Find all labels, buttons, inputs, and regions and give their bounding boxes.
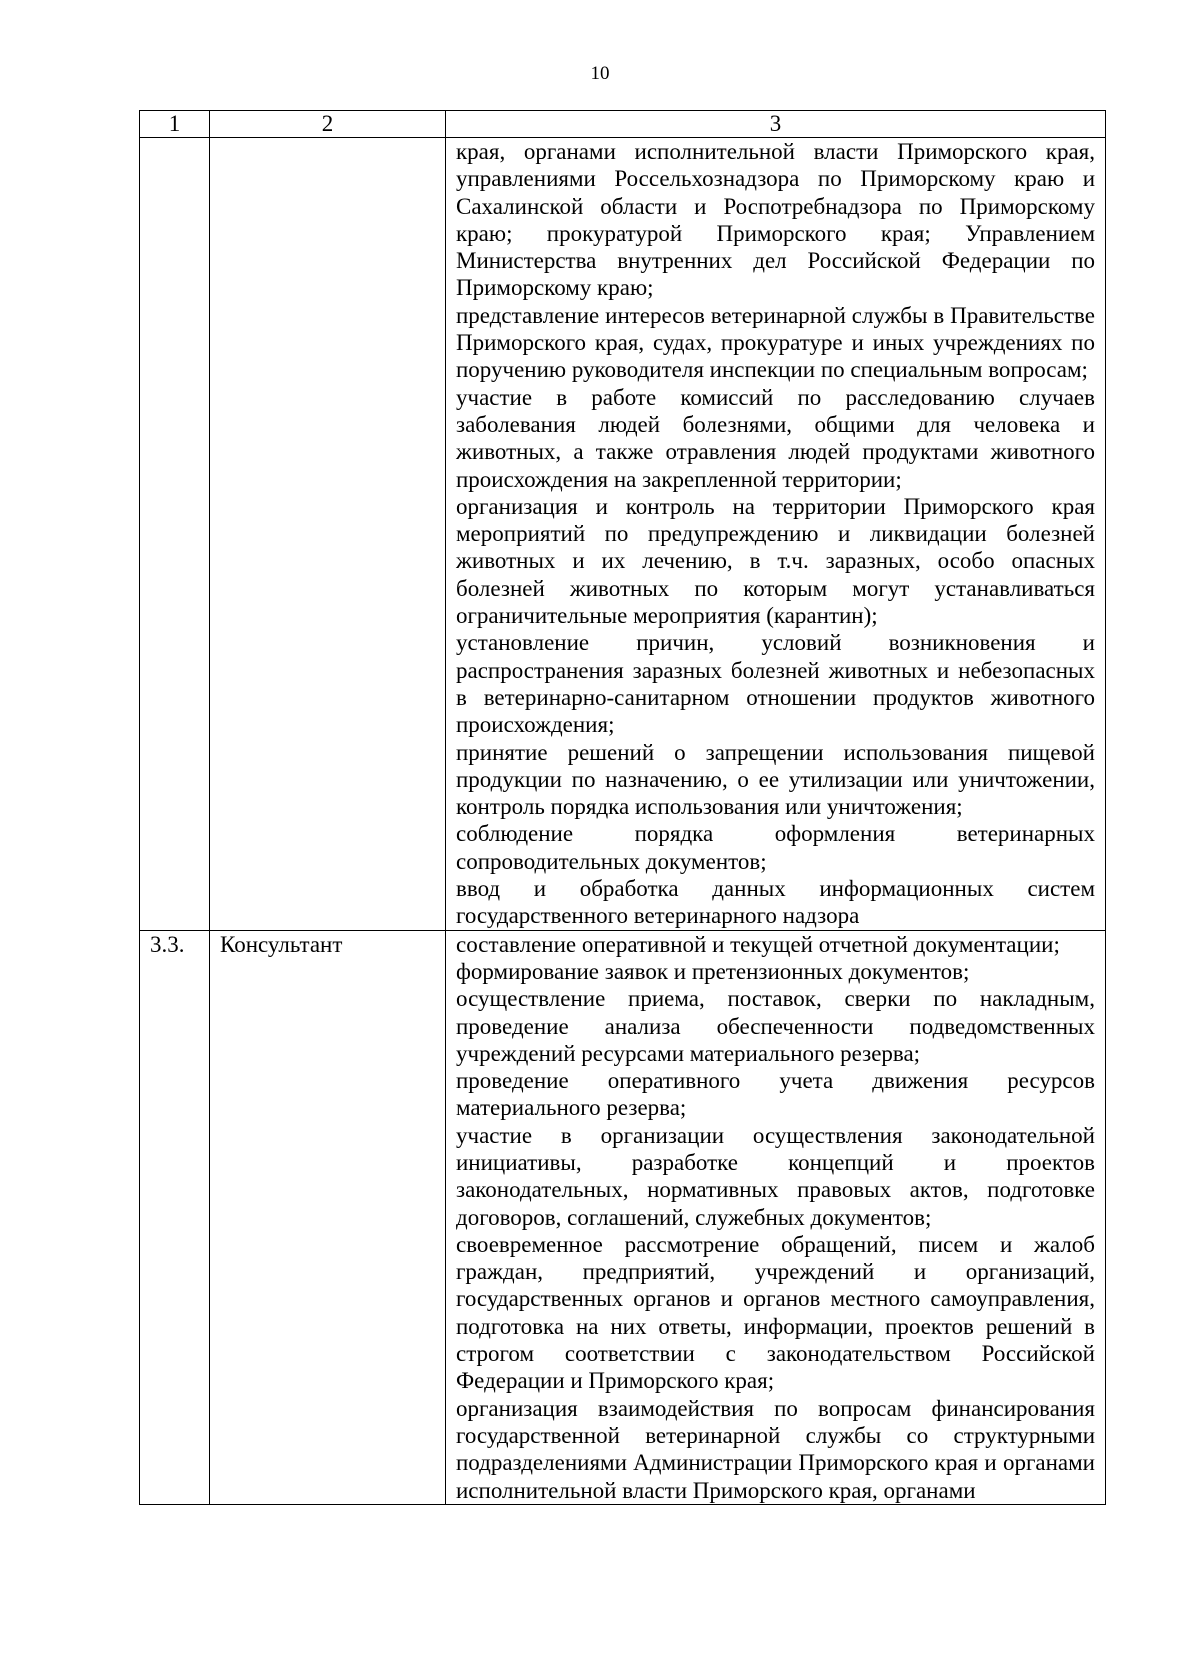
position-title — [210, 138, 446, 931]
duty-item: формирование заявок и претензионных документов; — [456, 958, 970, 984]
page-number: 10 — [590, 63, 610, 84]
header-cell-3: 3 — [446, 111, 1106, 138]
position-title: Консультант — [210, 930, 446, 1504]
duty-item: участие в работе комиссий по расследованию случаев заболевания людей болезнями, общими для человека и животных, а также отравления людей продуктами животного происхождения на закрепленной территории; — [456, 384, 1095, 492]
header-cell-1: 1 — [140, 111, 210, 138]
duties-cell — [446, 138, 1106, 931]
duty-item: проведение оперативного учета движения ресурсов материального резерва; — [456, 1068, 1095, 1121]
duty-item: осуществление приема, поставок, сверки по накладным, проведение анализа обеспеченности подведомственных учреждений ресурсами материального резерва; — [456, 986, 1095, 1066]
duty-item: своевременное рассмотрение обращений, писем и жалоб граждан, предприятий, учреждений и организаций, государственных органов и органов местного самоуправления, подготовка на них ответы, информации, проектов решений в строгом соответствии с законодательством Российской Федерации и Приморского края; — [456, 1231, 1095, 1394]
duty-item: установление причин, условий возникновения и распространения заразных болезней животных и небезопасных в ветеринарно-санитарном отношении продуктов животного происхождения; — [456, 630, 1095, 738]
duty-item: соблюдение порядка оформления ветеринарных сопроводительных документов; — [456, 821, 1095, 874]
duty-item: принятие решений о запрещении использования пищевой продукции по назначению, о ее утилизации или уничтожении, контроль порядка использования или уничтожения; — [456, 739, 1095, 820]
duty-item: ввод и обработка данных информационных систем государственного ветеринарного надзора — [456, 876, 1095, 929]
duty-item: края, органами исполнительной власти Приморского края, управлениями Россельхознадзора по Приморскому краю и Сахалинской области и Роспотребнадзора по Приморскому краю; прокуратурой Приморского края; Управлением Министерства внутренних дел Российской Федерации по Приморскому краю; — [456, 139, 1095, 301]
header-cell-2: 2 — [210, 111, 446, 138]
table-header-row — [140, 111, 1106, 138]
duties-table — [139, 110, 1106, 1505]
duties-cell — [446, 930, 1106, 1504]
duty-item: представление интересов ветеринарной службы в Правительстве Приморского края, судах, прокуратуре и иных учреждениях по поручению руководителя инспекции по специальным вопросам; — [456, 302, 1095, 383]
row-number: 3.3. — [140, 930, 210, 1504]
duty-item: участие в организации осуществления законодательной инициативы, разработке концепций и проектов законодательных, нормативных правовых актов, подготовке договоров, соглашений, служебных документов; — [456, 1122, 1095, 1230]
table-row — [140, 138, 1106, 931]
duty-item: организация взаимодействия по вопросам финансирования государственной ветеринарной службы со структурными подразделениями Администрации Приморского края и органами исполнительной власти Приморского края, органами — [456, 1395, 1095, 1503]
duty-item: организация и контроль на территории Приморского края мероприятий по предупреждению и ликвидации болезней животных и их лечению, в т.ч. заразных, особо опасных болезней животных по которым могут устанавливаться ограничительные мероприятия (карантин); — [456, 493, 1095, 629]
duty-item: составление оперативной и текущей отчетной документации; — [456, 931, 1060, 957]
table-row — [140, 930, 1106, 1504]
row-number — [140, 138, 210, 931]
